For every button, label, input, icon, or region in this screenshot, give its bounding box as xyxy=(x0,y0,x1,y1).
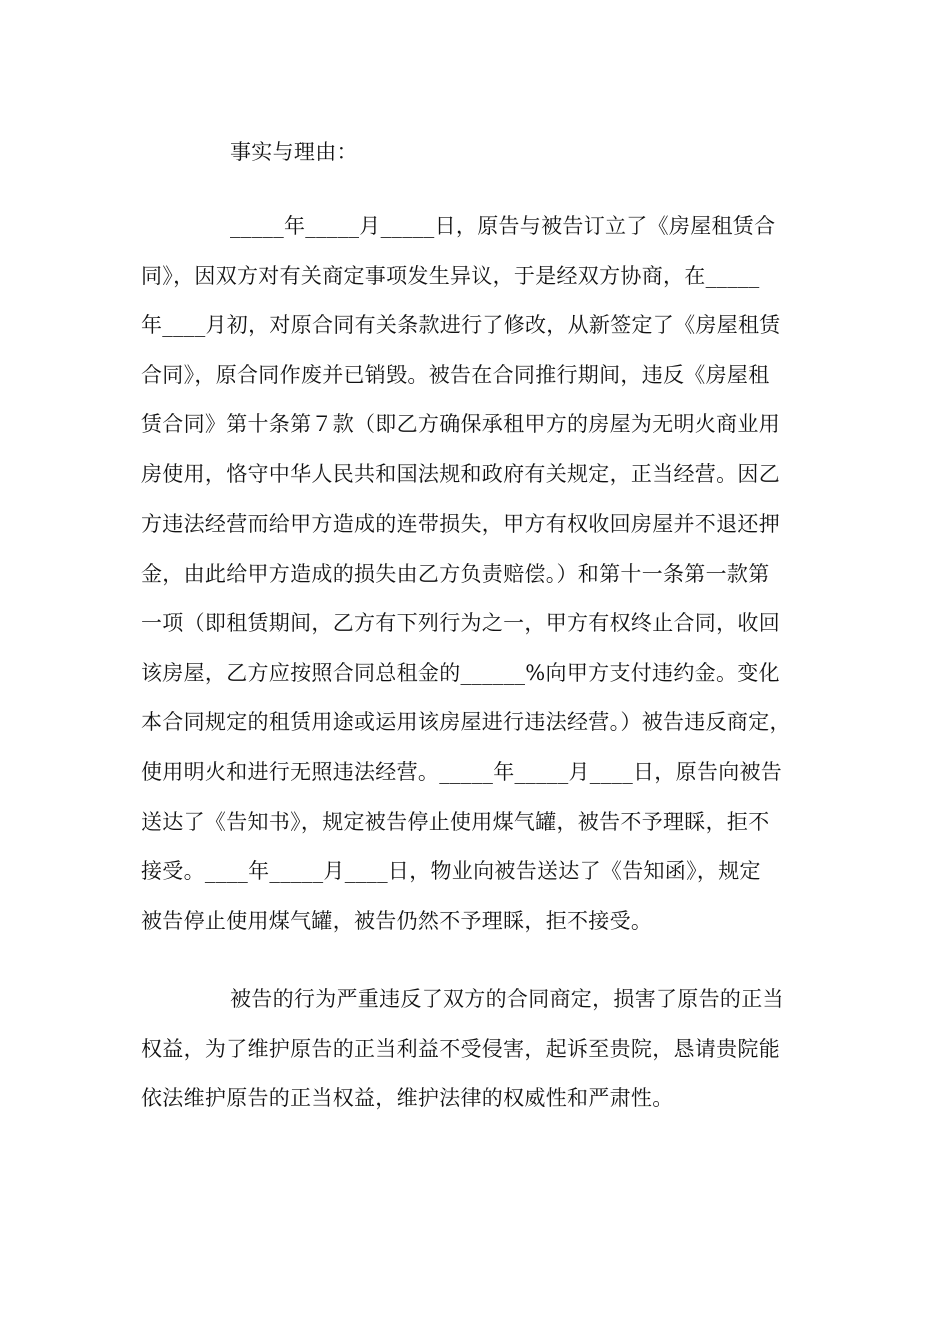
paragraph-line: 方违法经营而给甲方造成的连带损失，甲方有权收回房屋并不退还押 xyxy=(141,512,780,536)
paragraph-line: 同》，因双方对有关商定事项发生异议，于是经双方协商，在_____ xyxy=(141,264,760,288)
paragraph-line: 合同》，原合同作废并已销毁。被告在合同推行期间，违反《房屋租 xyxy=(141,363,770,387)
paragraph-line: 一项（即租赁期间，乙方有下列行为之一，甲方有权终止合同，收回 xyxy=(141,611,780,635)
paragraph-line: 送达了《告知书》，规定被告停止使用煤气罐，被告不予理睬，拒不 xyxy=(141,810,770,834)
paragraph-line: 被告停止使用煤气罐，被告仍然不予理睬，拒不接受。 xyxy=(141,909,653,933)
paragraph-line: 被告的行为严重违反了双方的合同商定，损害了原告的正当 xyxy=(230,987,784,1011)
paragraph-line: _____年_____月_____日，原告与被告订立了《房屋租赁合 xyxy=(230,214,776,238)
paragraph-line: 该房屋，乙方应按照合同总租金的______%向甲方支付违约金。变化 xyxy=(141,661,780,685)
paragraph-line: 金，由此给甲方造成的损失由乙方负责赔偿。）和第十一条第一款第 xyxy=(141,562,770,586)
paragraph-line: 权益，为了维护原告的正当利益不受侵害，起诉至贵院，恳请贵院能 xyxy=(141,1037,780,1061)
paragraph-line: 年____月初，对原合同有关条款进行了修改，从新签定了《房屋租赁 xyxy=(141,313,781,337)
paragraph-line: 接受。____年_____月____日，物业向被告送达了《告知函》，规定 xyxy=(141,859,761,883)
paragraph-line: 本合同规定的租赁用途或运用该房屋进行违法经营。）被告违反商定， xyxy=(141,710,791,734)
section-heading: 事实与理由： xyxy=(230,140,358,164)
paragraph-line: 使用明火和进行无照违法经营。_____年_____月____日，原告向被告 xyxy=(141,760,783,784)
paragraph-line: 赁合同》第十条第７款（即乙方确保承租甲方的房屋为无明火商业用 xyxy=(141,412,780,436)
paragraph-line: 房使用，恪守中华人民共和国法规和政府有关规定，正当经营。因乙 xyxy=(141,462,780,486)
paragraph-line: 依法维护原告的正当权益，维护法律的权威性和严肃性。 xyxy=(141,1086,674,1110)
